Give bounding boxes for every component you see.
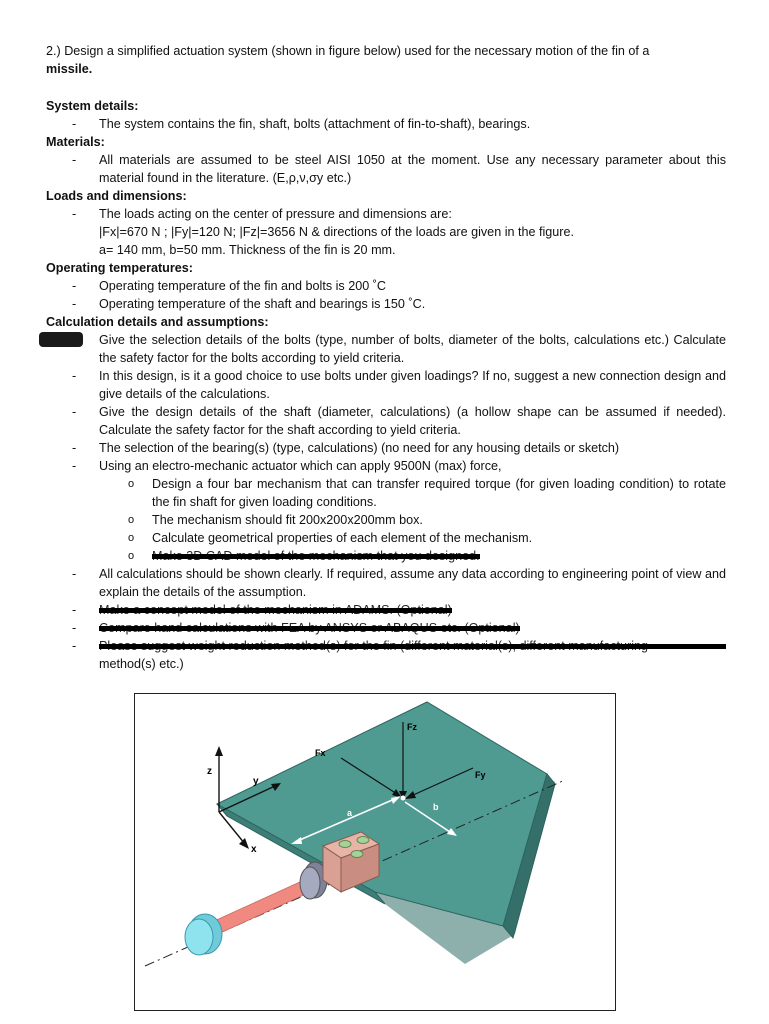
sub-list-item — [46, 547, 726, 565]
temperatures-heading: Operating temperatures: — [46, 261, 193, 275]
intro-line-2: missile. — [46, 62, 93, 76]
list-item — [46, 205, 726, 259]
sub-list-item — [46, 529, 726, 547]
fx-label: Fx — [315, 748, 326, 758]
loads-item-line-1: The loads acting on the center of pressure and dimensions are: — [99, 207, 452, 221]
calculation-heading: Calculation details and assumptions: — [46, 315, 269, 329]
list-item — [46, 151, 726, 187]
dash-bullet: - — [72, 603, 77, 617]
fin-top-face — [217, 702, 547, 926]
loads-item-line-2: |Fx|=670 N ; |Fy|=120 N; |Fz|=3656 N & directions of the loads are given in the figure. — [99, 225, 575, 239]
list-item — [46, 115, 726, 133]
actuation-system-figure — [134, 693, 616, 1011]
struck-text — [152, 547, 480, 565]
strikethrough-bar — [99, 626, 520, 631]
temperature-item-fin: Operating temperature of the fin and bolts is 200 ˚C — [99, 279, 387, 293]
loads-heading: Loads and dimensions: — [46, 189, 187, 203]
sub-list-item — [46, 475, 726, 511]
redaction-mark — [39, 332, 83, 347]
figure-svg — [135, 694, 614, 1009]
list-item — [46, 277, 726, 295]
bolt-head — [357, 837, 369, 844]
list-item — [46, 331, 726, 367]
struck-text — [99, 601, 452, 619]
loads-item-line-3: a= 140 mm, b=50 mm. Thickness of the fin is 20 mm. — [99, 243, 396, 257]
system-details-heading: System details: — [46, 99, 139, 113]
dash-bullet: - — [72, 459, 77, 473]
materials-item: All materials are assumed to be steel AISI 1050 at the moment. Use any necessary parameter about this material found in the literature. (E,ρ,ν,σy etc.) — [99, 153, 726, 185]
calc-item-bearing: The selection of the bearing(s) (type, calculations) (no need for any housing details or sketch) — [99, 441, 620, 455]
temperature-item-shaft: Operating temperature of the shaft and bearings is 150 ˚C. — [99, 297, 426, 311]
dimension-a-label: a — [347, 808, 353, 818]
dash-bullet: - — [72, 639, 77, 653]
list-item — [46, 403, 726, 439]
dimension-b-label: b — [433, 802, 439, 812]
dash-bullet: - — [72, 441, 77, 455]
fz-label: Fz — [407, 722, 417, 732]
calc-item-shaft: Give the design details of the shaft (diameter, calculations) (a hollow shape can be assumed if needed). Calculate the safety factor for the shaft according to yield criteria. — [99, 405, 726, 437]
calc-item-bolts: Give the selection details of the bolts (type, number of bolts, diameter of the bolts, calculations etc.) Calculate the safety factor for the bolts according to yield criteria. — [99, 333, 726, 365]
dash-bullet: - — [72, 621, 77, 635]
circle-bullet: o — [128, 514, 135, 526]
strikethrough-bar — [152, 554, 480, 559]
struck-text — [99, 637, 726, 655]
list-item — [46, 367, 726, 403]
x-axis-arrowhead — [239, 838, 249, 849]
bolt-head — [339, 841, 351, 848]
inner-bearing — [300, 867, 320, 899]
dash-bullet: - — [72, 279, 77, 293]
materials-heading: Materials: — [46, 135, 105, 149]
strikethrough-bar — [99, 644, 726, 649]
list-item — [46, 565, 726, 601]
question-body — [46, 97, 726, 673]
calc-item-actuator: Using an electro-mechanic actuator which can apply 9500N (max) force, — [99, 459, 502, 473]
list-item — [46, 637, 726, 673]
dash-bullet: - — [72, 369, 77, 383]
sub-item-four-bar: Design a four bar mechanism that can transfer required torque (for given loading condition) to rotate the fin shaft for given loading conditions. — [152, 477, 726, 509]
question-intro — [46, 42, 726, 78]
list-item — [46, 601, 726, 619]
fy-label: Fy — [475, 770, 486, 780]
strikethrough-bar — [99, 608, 452, 613]
circle-bullet: o — [128, 532, 135, 544]
list-item — [46, 295, 726, 313]
struck-text — [99, 619, 520, 637]
z-axis-label: z — [207, 766, 212, 777]
sub-item-box: The mechanism should fit 200x200x200mm box. — [152, 513, 423, 527]
circle-bullet: o — [128, 478, 135, 490]
list-item — [46, 619, 726, 637]
list-item — [46, 439, 726, 457]
dash-bullet: - — [72, 207, 77, 221]
dash-bullet: - — [72, 405, 77, 419]
calc-item-connection: In this design, is it a good choice to use bolts under given loadings? If no, suggest a new connection design and give details of the calculations. — [99, 369, 726, 401]
y-axis-label: y — [253, 776, 259, 787]
sub-list-item — [46, 511, 726, 529]
x-axis-label: x — [251, 844, 257, 855]
last-line: method(s) etc.) — [99, 657, 184, 671]
dash-bullet: - — [72, 567, 77, 581]
system-item: The system contains the fin, shaft, bolts (attachment of fin-to-shaft), bearings. — [99, 117, 531, 131]
circle-bullet: o — [128, 550, 135, 562]
center-of-pressure — [401, 796, 406, 801]
dash-bullet: - — [72, 153, 77, 167]
outer-bearing — [185, 919, 213, 955]
dash-bullet: - — [72, 117, 77, 131]
sub-item-geometry: Calculate geometrical properties of each element of the mechanism. — [152, 531, 533, 545]
dash-bullet: - — [72, 297, 77, 311]
calc-item-clarity: All calculations should be shown clearly. If required, assume any data according to engineering point of view and explain the details of the assumption. — [99, 567, 726, 599]
list-item — [46, 457, 726, 475]
intro-line-1: 2.) Design a simplified actuation system (shown in figure below) used for the necessary motion of the fin of a — [46, 44, 650, 58]
bolt-head — [351, 851, 363, 858]
z-axis-arrowhead — [215, 746, 223, 756]
